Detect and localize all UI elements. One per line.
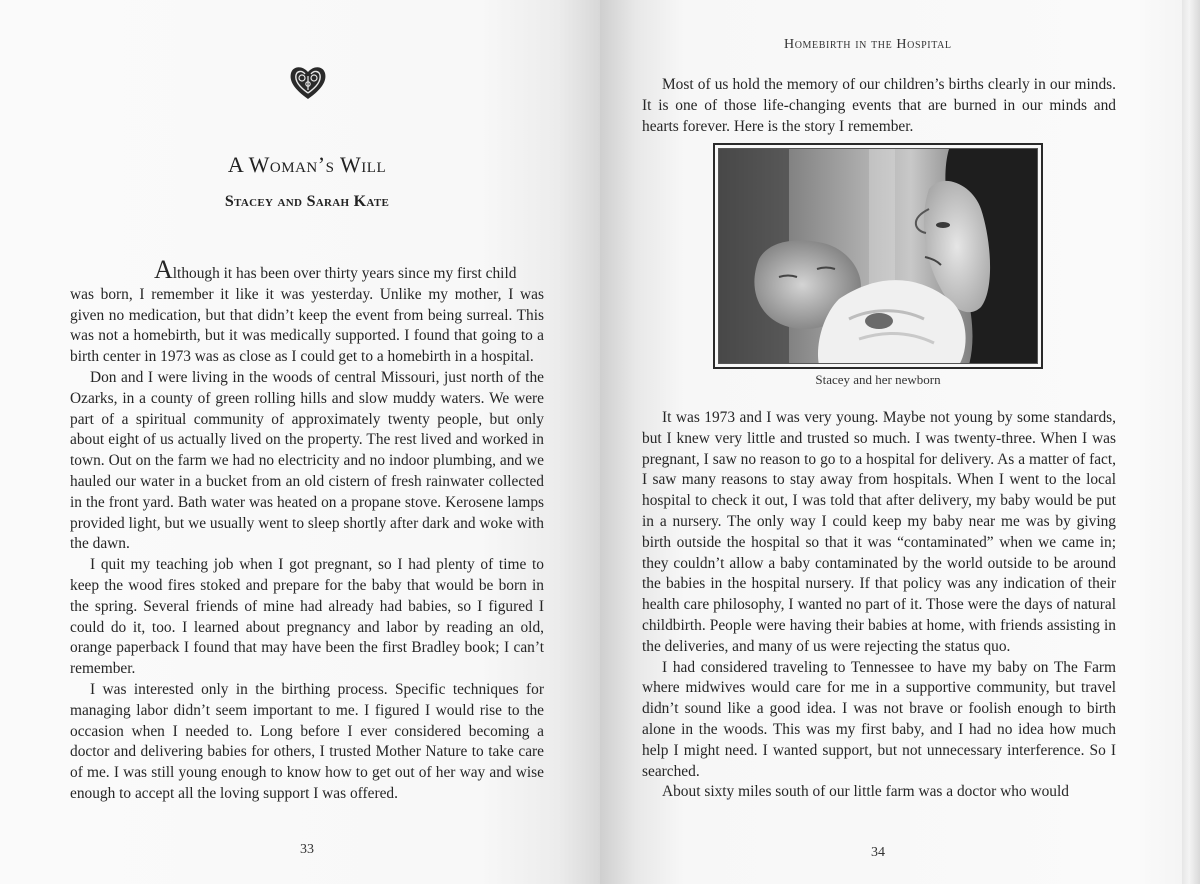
right-intro-paragraph bbox=[642, 75, 1116, 137]
photo bbox=[718, 148, 1038, 364]
page-number-left: 33 bbox=[300, 842, 314, 857]
photo-caption: Stacey and her newborn bbox=[815, 372, 941, 387]
page-edge bbox=[1182, 0, 1200, 884]
photo-frame bbox=[713, 143, 1043, 369]
running-head: Homebirth in the Hospital bbox=[784, 37, 952, 52]
opening-paragraph-rest: was born, I remember it like it was yesterday. Unlike my mother, I was given no medication, but that didn’t keep the event from being surreal. This was not a homebirth, but it was medically supported. I found that going to a birth center in 1973 was as close as I could get to a homebirth in a hospital. bbox=[70, 285, 544, 366]
page-number-right: 34 bbox=[871, 845, 885, 860]
body-paragraph: I had considered traveling to Tennessee to have my baby on The Farm where midwives would care for me in a supportive community, but travel didn’t sound like a good idea. I was not brave or foolish enough to birth alone in the woods. This was my first baby, and I had no idea how much help I might need. I wanted support, but not unnecessary interference. So I searched. bbox=[642, 658, 1116, 780]
body-paragraph: It was 1973 and I was very young. Maybe not young by some standards, but I knew very little and trusted so much. I was twenty-three. When I was pregnant, I saw no reason to go to a hospital for delivery. As a matter of fact, I saw many reasons to stay away from hospitals. When I went to the local hospital to check it out, I was told that after delivery, my baby would be put in a nursery. The only way I could keep my baby near me was by giving birth outside the hospital so that it was “contaminated” when we came in; they couldn’t allow a baby contaminated by the world outside to be around the babies in the hospital nursery. If that policy was any indication of their health care philosophy, I wanted no part of it. Those were the days of natural childbirth. People were having their babies at home, with friends assisting in the deliveries, and many of us were rejecting the status quo. bbox=[642, 409, 1116, 655]
body-paragraph: Don and I were living in the woods of central Missouri, just north of the Ozarks, in a county of green rolling hills and slow muddy waters. We were part of a spiritual community of approximately twenty people, but only about eight of us actually lived on the property. The rest lived and worked in town. Out on the farm we had no electricity and no indoor plumbing, and we hauled our water in a bucket from an old cistern of fresh rainwater collected in the front yard. Bath water was heated on a propane stove. Kerosene lamps provided light, but we usually went to sleep shortly after dark and woke with the dawn. bbox=[70, 368, 544, 553]
chapter-author: Stacey and Sarah Kate bbox=[224, 193, 390, 210]
drop-cap: A bbox=[154, 255, 173, 284]
body-paragraph: About sixty miles south of our little farm was a doctor who would bbox=[662, 783, 1069, 801]
mother-and-newborn-photo bbox=[719, 149, 1038, 364]
intro-paragraph: Most of us hold the memory of our children’s births clearly in our minds. It is one of those life-changing events that are burned in our minds and hearts forever. Here is the story I remember. bbox=[642, 76, 1116, 135]
body-paragraph: I quit my teaching job when I got pregnant, so I had plenty of time to keep the wood fires stoked and prepare for the baby that would be born in the spring. Several friends of mine had already had babies, so I figured I could do it, too. I learned about pregnancy and labor by reading an old, orange paperback I found that may have been the first Bradley book; I can’t remember. bbox=[70, 556, 544, 678]
chapter-title: A Woman’s Will bbox=[227, 152, 387, 177]
opening-line: lthough it has been over thirty years since my first child bbox=[172, 265, 517, 282]
right-page-body bbox=[642, 408, 1116, 803]
heart-ornament-icon bbox=[288, 62, 328, 102]
opening-paragraph bbox=[70, 255, 544, 285]
body-paragraph: I was interested only in the birthing process. Specific techniques for managing labor didn’t seem important to me. I figured I would rise to the occasion when I needed to. Long before I ever considered becoming a doctor and delivering babies for others, I trusted Mother Nature to take care of me. I was still young enough to know how to get out of her way and wise enough to accept all the loving support I was offered. bbox=[70, 680, 544, 802]
left-page-body bbox=[70, 255, 544, 805]
